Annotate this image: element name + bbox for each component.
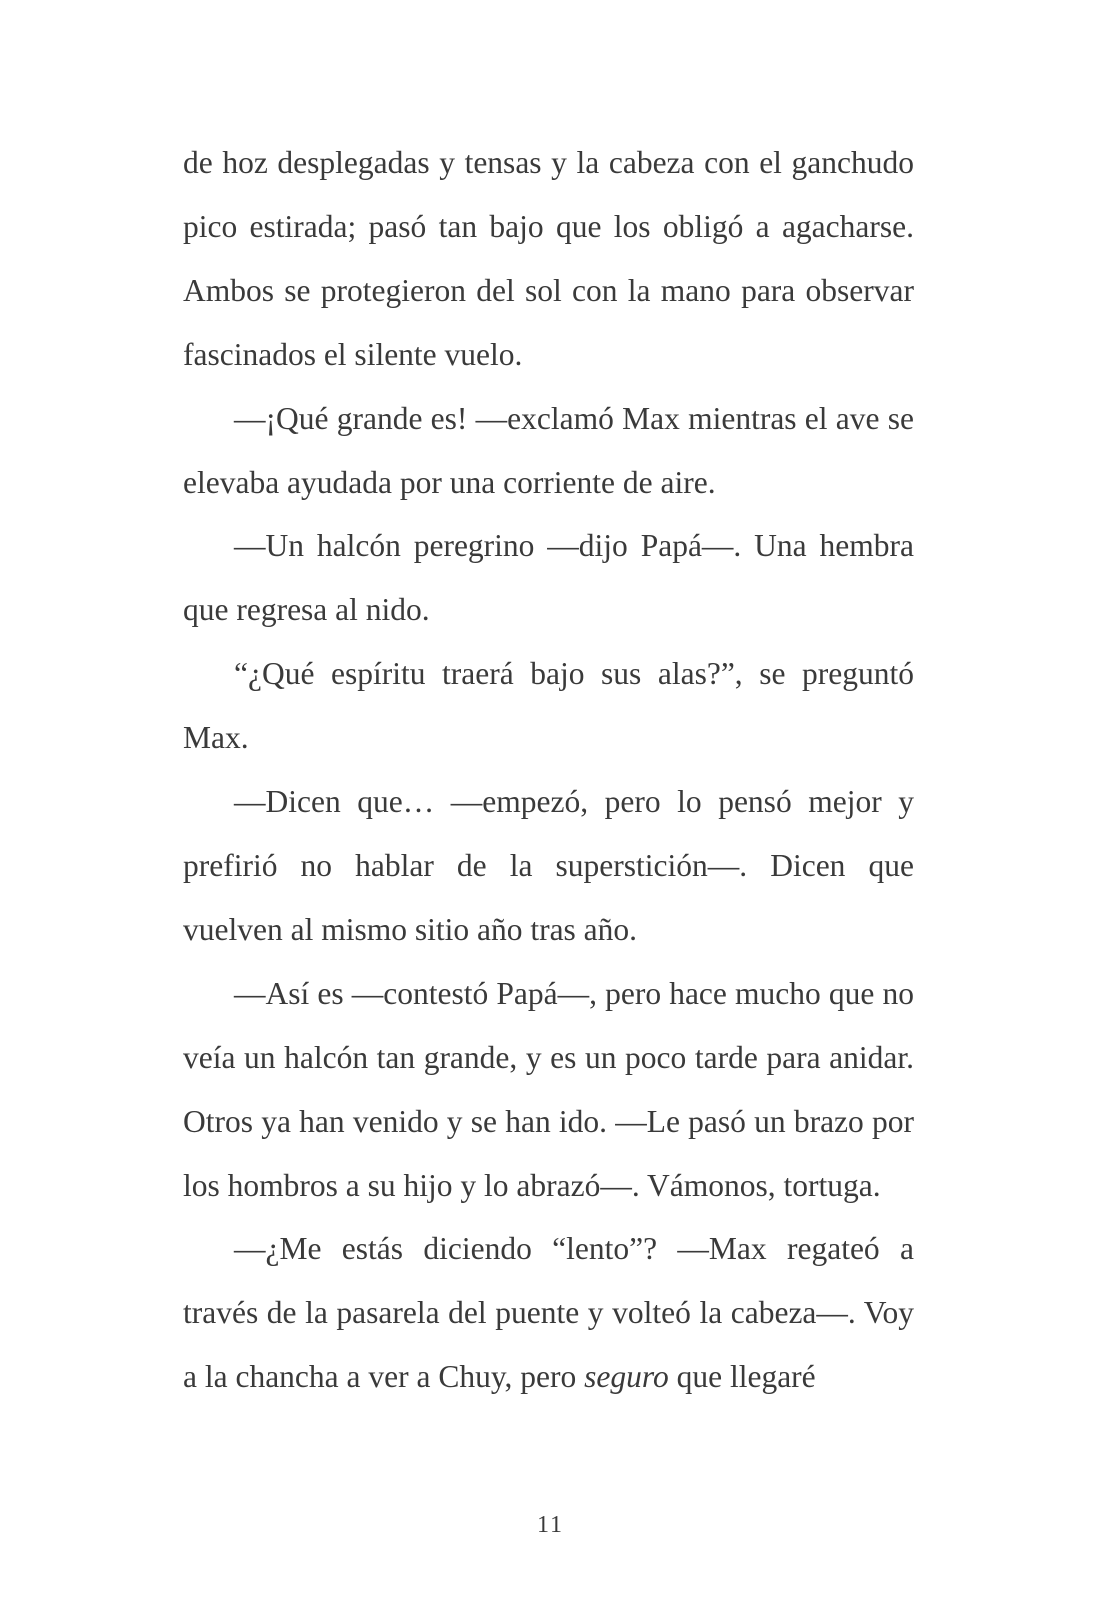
text-run: —Dicen que… —empezó, pero lo pensó mejor y prefirió no hablar de la superstición—. Dicen que vuelven al mismo sitio año tras año. — [183, 784, 914, 947]
paragraph — [183, 387, 914, 515]
paragraph — [183, 131, 914, 387]
page-number: 11 — [536, 1512, 565, 1538]
text-run: “¿Qué espíritu traerá bajo sus alas?”, se preguntó Max. — [183, 656, 914, 756]
paragraph — [183, 514, 914, 642]
text-run: de hoz desplegadas y tensas y la cabeza con el ganchudo pico estirada; pasó tan bajo que los obligó a agacharse. Ambos se protegieron del sol con la mano para observar fascinados el silente vuelo. — [183, 145, 914, 372]
paragraph — [183, 642, 914, 770]
body-text — [183, 131, 914, 1409]
text-run: —¡Qué grande es! —exclamó Max mientras el ave se elevaba ayudada por una corriente de aire. — [183, 400, 914, 500]
paragraph — [183, 1217, 914, 1409]
text-run: que llegaré — [668, 1359, 816, 1395]
text-run: —¿Me estás diciendo “lento”? —Max regateó a través de la pasarela del puente y volteó la cabeza—. Voy a la chancha a ver a Chuy, pero — [183, 1231, 914, 1395]
paragraph — [183, 962, 914, 1218]
paragraph — [183, 770, 914, 962]
italic-text: seguro — [584, 1359, 669, 1395]
text-run: —Así es —contestó Papá—, pero hace mucho que no veía un halcón tan grande, y es un poco tarde para anidar. Otros ya han venido y se han ido. —Le pasó un brazo por los hombros a su hijo y lo abrazó—. Vámonos, tortuga. — [183, 975, 914, 1203]
text-run: —Un halcón peregrino —dijo Papá—. Una hembra que regresa al nido. — [183, 528, 914, 628]
